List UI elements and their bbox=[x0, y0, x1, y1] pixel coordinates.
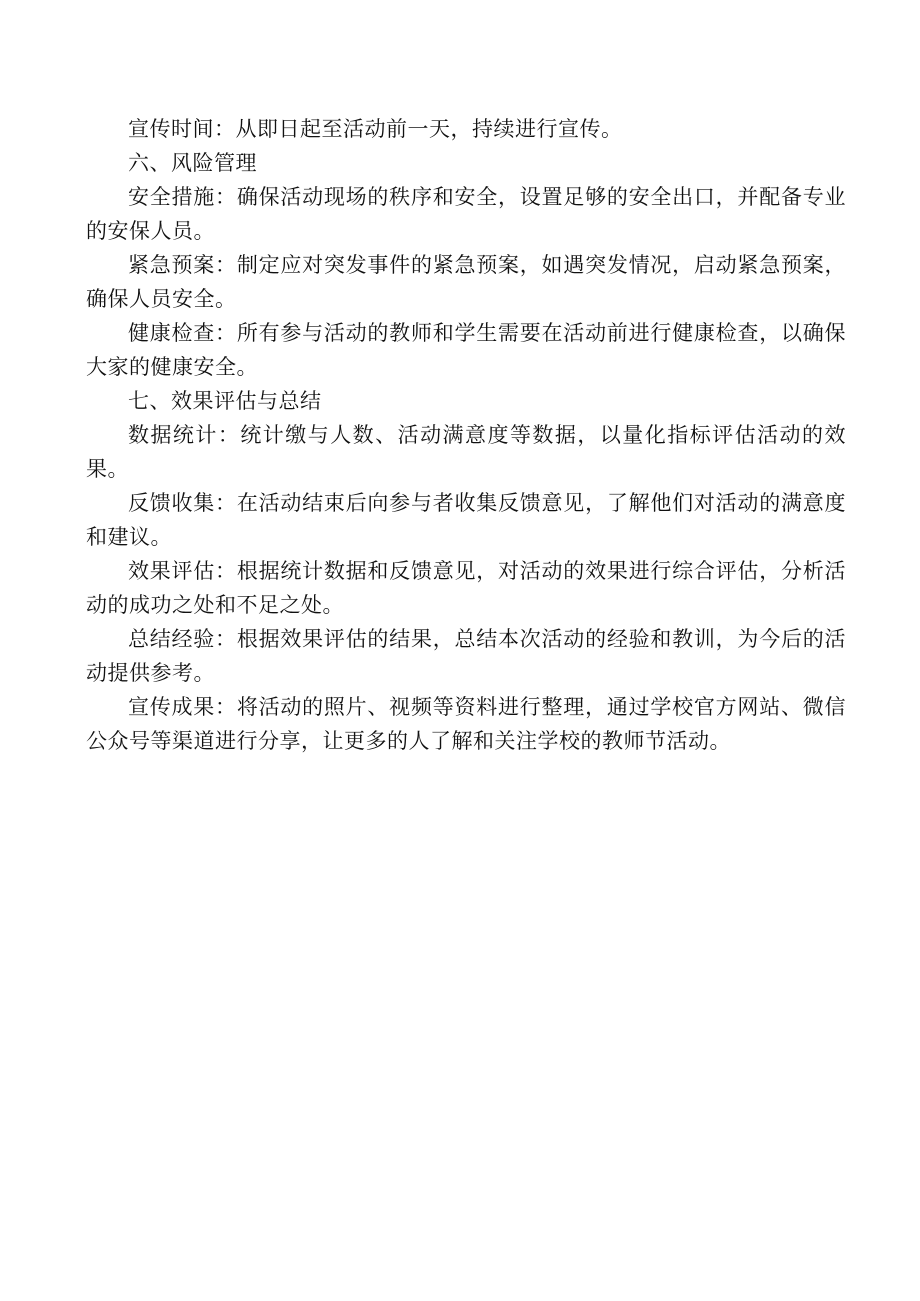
paragraph-experience-summary: 总结经验：根据效果评估的结果，总结本次活动的经验和教训，为今后的活动提供参考。 bbox=[86, 627, 846, 685]
document-body bbox=[86, 112, 846, 758]
paragraph-data-statistics: 数据统计：统计缴与人数、活动满意度等数据，以量化指标评估活动的效果。 bbox=[86, 423, 846, 481]
section-heading-risk-management: 六、风险管理 bbox=[128, 151, 257, 175]
paragraph-safety-measures: 安全措施：确保活动现场的秩序和安全，设置足够的安全出口，并配备专业的安保人员。 bbox=[86, 185, 846, 243]
section-heading-evaluation-summary: 七、效果评估与总结 bbox=[128, 389, 322, 413]
paragraph-effect-evaluation: 效果评估：根据统计数据和反馈意见，对活动的效果进行综合评估，分析活动的成功之处和不足之处。 bbox=[86, 559, 846, 617]
paragraph-emergency-plan: 紧急预案：制定应对突发事件的紧急预案，如遇突发情况，启动紧急预案，确保人员安全。 bbox=[86, 253, 846, 311]
paragraph-publicize-results: 宣传成果：将活动的照片、视频等资料进行整理，通过学校官方网站、微信公众号等渠道进行分享，让更多的人了解和关注学校的教师节活动。 bbox=[86, 695, 846, 753]
paragraph-health-check: 健康检查：所有参与活动的教师和学生需要在活动前进行健康检查，以确保大家的健康安全。 bbox=[86, 321, 846, 379]
paragraph-feedback-collection: 反馈收集：在活动结束后向参与者收集反馈意见，了解他们对活动的满意度和建议。 bbox=[86, 491, 846, 549]
paragraph-publicity-time: 宣传时间：从即日起至活动前一天，持续进行宣传。 bbox=[128, 117, 623, 141]
